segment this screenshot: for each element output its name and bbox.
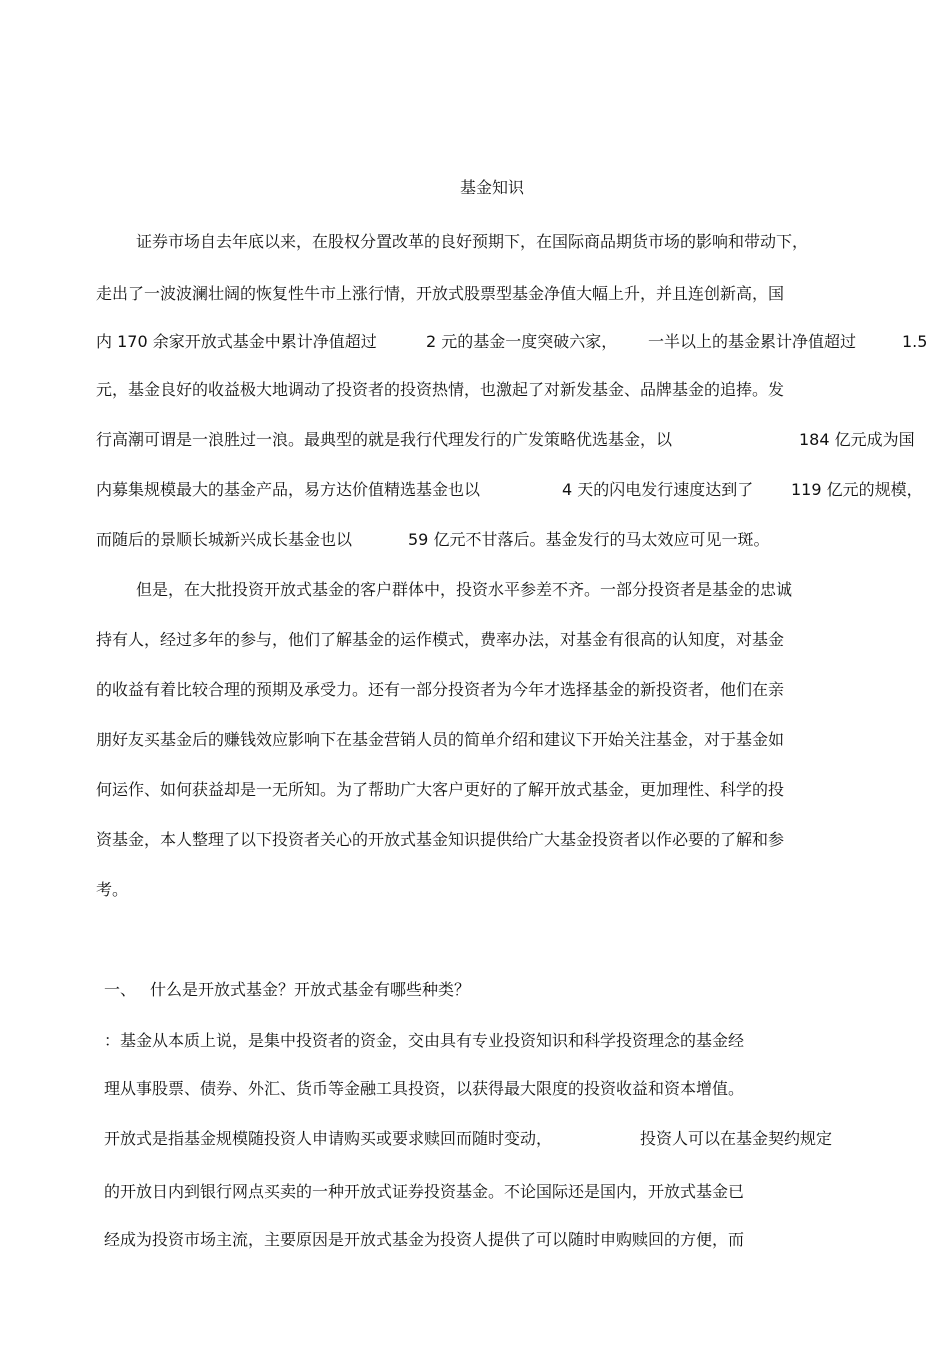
text-segment: 投资人可以在基金契约规定 bbox=[640, 1129, 833, 1148]
title-text: 基金知识 bbox=[460, 178, 525, 197]
text-segment: 元，基金良好的收益极大地调动了投资者的投资热情，也激起了对新发基金、品牌基金的追捧。发 bbox=[96, 380, 785, 399]
text-segment: 走出了一波波澜壮阔的恢复性牛市上涨行情，开放式股票型基金净值大幅上升，并且连创新高，国 bbox=[96, 284, 785, 303]
text-segment: 的开放日内到银行网点买卖的一种开放式证券投资基金。不论国际还是国内，开放式基金已 bbox=[104, 1182, 745, 1201]
text-segment: 行高潮可谓是一浪胜过一浪。最典型的就是我行代理发行的广发策略优选基金，以 bbox=[96, 430, 673, 449]
text-segment: 1.5 bbox=[902, 332, 928, 351]
text-segment: 59 亿元不甘落后。基金发行的马太效应可见一斑。 bbox=[408, 530, 770, 549]
text-segment: 内 170 余家开放式基金中累计净值超过 bbox=[96, 332, 377, 351]
text-segment: 而随后的景顺长城新兴成长基金也以 bbox=[96, 530, 353, 549]
text-segment: 何运作、如何获益却是一无所知。为了帮助广大客户更好的了解开放式基金，更加理性、科学的投 bbox=[96, 780, 785, 799]
section-number: 一、 bbox=[104, 980, 137, 999]
text-segment: 理从事股票、债券、外汇、货币等金融工具投资，以获得最大限度的投资收益和资本增值。 bbox=[104, 1079, 745, 1098]
text-segment: 证券市场自去年底以来，在股权分置改革的良好预期下，在国际商品期货市场的影响和带动下， bbox=[136, 232, 809, 251]
text-segment: 4 天的闪电发行速度达到了 bbox=[562, 480, 754, 499]
document-title bbox=[460, 178, 524, 198]
text-segment: 119 亿元的规模， bbox=[791, 480, 923, 499]
text-segment: 内募集规模最大的基金产品，易方达价值精选基金也以 bbox=[96, 480, 481, 499]
text-segment: 184 亿元成为国 bbox=[799, 430, 915, 449]
text-segment: 但是，在大批投资开放式基金的客户群体中，投资水平参差不齐。一部分投资者是基金的忠诚 bbox=[136, 580, 793, 599]
text-segment: 持有人，经过多年的参与，他们了解基金的运作模式，费率办法，对基金有很高的认知度，对基金 bbox=[96, 630, 785, 649]
text-segment: 开放式是指基金规模随投资人申请购买或要求赎回而随时变动， bbox=[104, 1129, 553, 1148]
text-segment: 2 元的基金一度突破六家， bbox=[426, 332, 618, 351]
section-title: 什么是开放式基金？开放式基金有哪些种类？ bbox=[150, 980, 471, 999]
text-segment: 考。 bbox=[96, 880, 129, 899]
text-segment: ：基金从本质上说，是集中投资者的资金，交由具有专业投资知识和科学投资理念的基金经 bbox=[104, 1031, 745, 1050]
text-segment: 一半以上的基金累计净值超过 bbox=[648, 332, 857, 351]
text-segment: 经成为投资市场主流，主要原因是开放式基金为投资人提供了可以随时申购赎回的方便，而 bbox=[104, 1230, 745, 1249]
text-segment: 的收益有着比较合理的预期及承受力。还有一部分投资者为今年才选择基金的新投资者，他们在亲 bbox=[96, 680, 785, 699]
text-segment: 朋好友买基金后的赚钱效应影响下在基金营销人员的简单介绍和建议下开始关注基金，对于基金如 bbox=[96, 730, 785, 749]
text-segment: 资基金，本人整理了以下投资者关心的开放式基金知识提供给广大基金投资者以作必要的了解和参 bbox=[96, 830, 785, 849]
